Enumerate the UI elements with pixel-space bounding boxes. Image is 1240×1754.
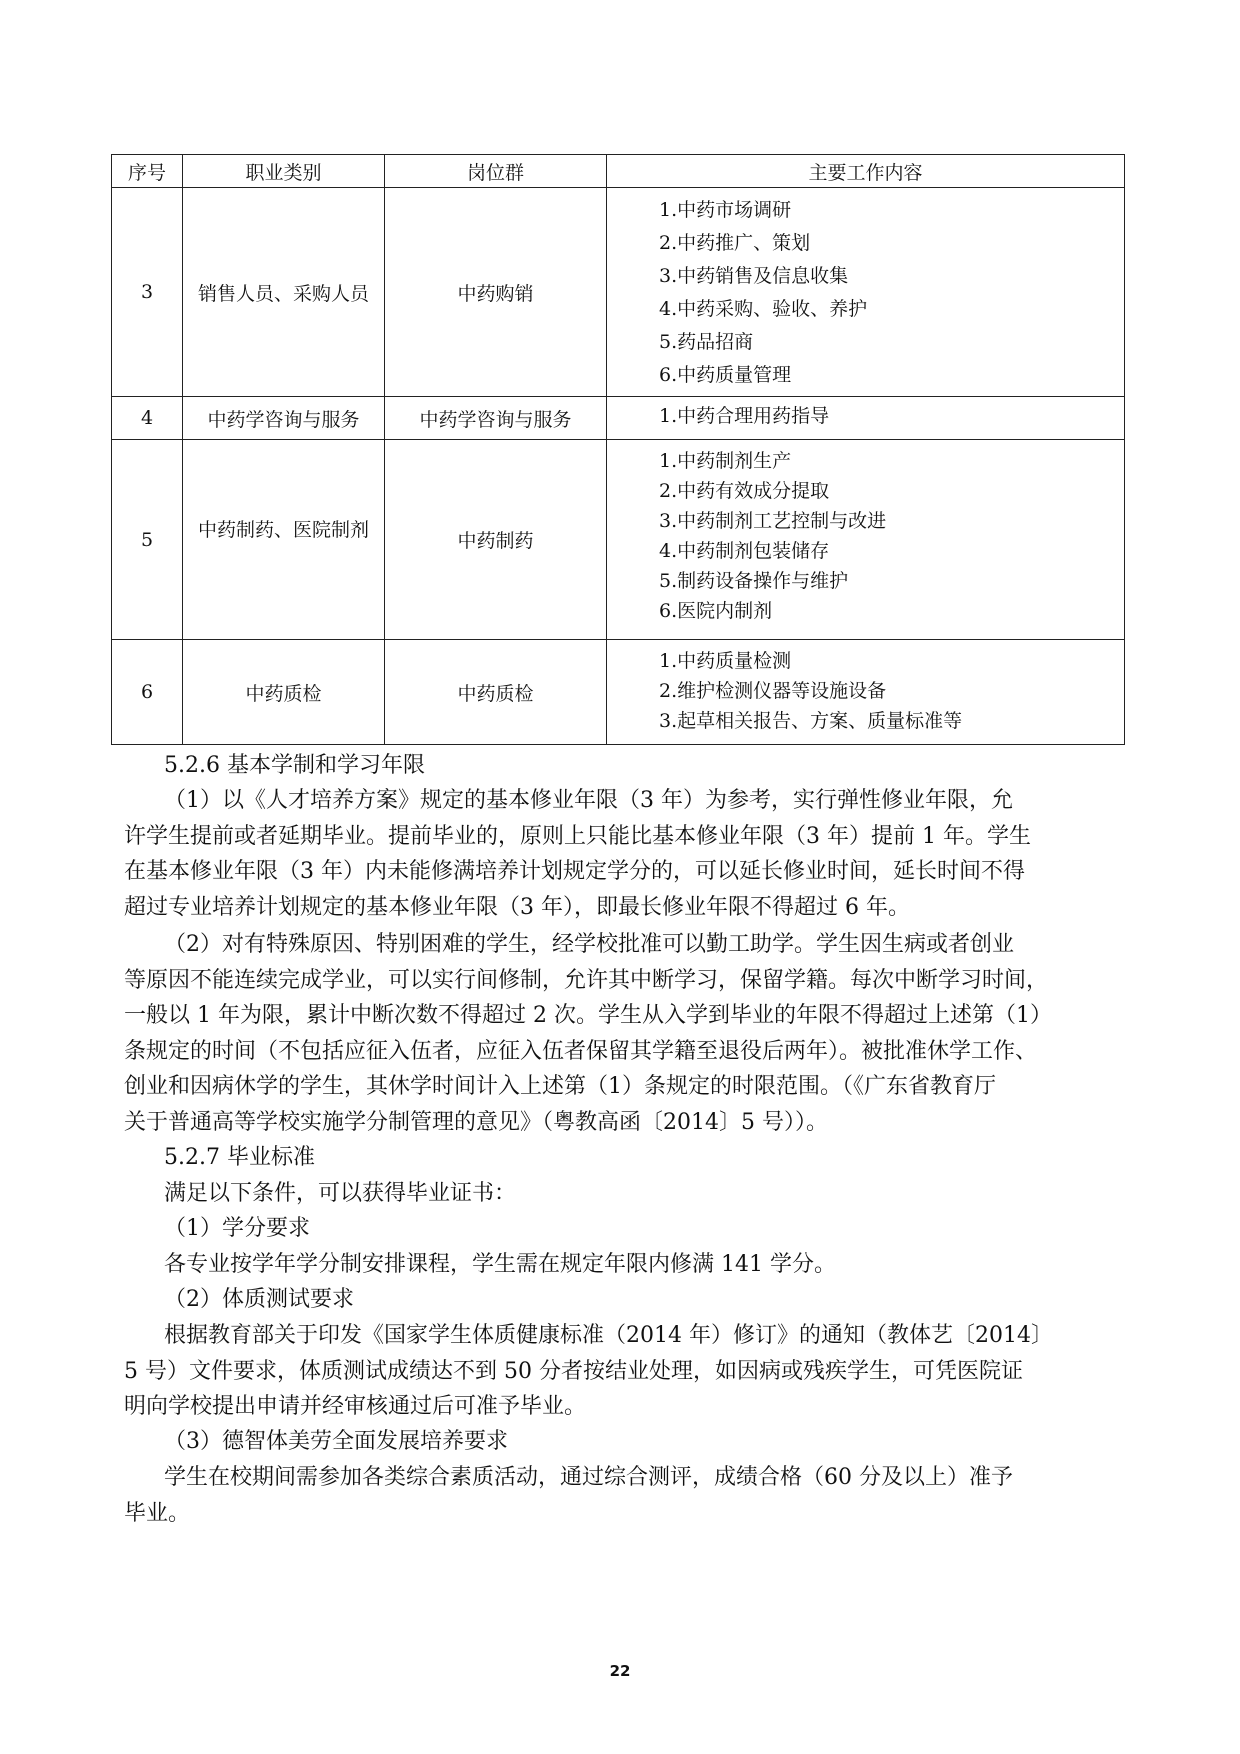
content-item: 3.中药制剂工艺控制与改进 (659, 510, 887, 532)
requirement-3-text: 学生在校期间需参加各类综合素质活动，通过综合测评，成绩合格（60 分及以上）准予 毕业。 (124, 1465, 1013, 1526)
section-5-2-6-paragraph-2: （2）对有特殊原因、特别困难的学生，经学校批准可以勤工助学。学生因生病或者创业 等原因不能连续完成学业，可以实行间修制，允许其中断学习，保留学籍。每次中断学习时间， 一般以 1 年为限，累计中断次数不得超过 2 次。学生从入学到毕业的年限不得超过上述第（1） 条规定的时间（不包括应征入伍者，应征入伍者保留其学籍至退役后两年）。被批准休学工作、 创业和因病休学的学生，其休学时间计入上述第（1）条规定的时限范围。（《广东省教育厅 关于普通高等学校实施学分制管理的意见》（粤教高函〔2014〕5 号））。 (124, 932, 1052, 1135)
page-number: 22 (609, 1662, 631, 1680)
content-item: 5.制药设备操作与维护 (659, 570, 849, 592)
row-group: 中药质检 (385, 640, 607, 745)
table-row (112, 188, 1125, 397)
row-group: 中药购销 (385, 188, 607, 397)
requirement-3-title: （3）德智体美劳全面发展培养要求 (164, 1429, 508, 1454)
row-group: 中药制药 (385, 440, 607, 640)
row-content (607, 397, 1125, 440)
job-table (111, 154, 1125, 745)
header-category: 职业类别 (183, 155, 385, 188)
content-item: 3.中药销售及信息收集 (659, 265, 849, 287)
content-item: 5.药品招商 (659, 331, 754, 353)
table-row (112, 440, 1125, 640)
content-item: 2.中药有效成分提取 (659, 480, 830, 502)
content-item: 6.中药质量管理 (659, 364, 792, 386)
requirement-2-text: 根据教育部关于印发《国家学生体质健康标准（2014 年）修订》的通知（教体艺〔2014〕 5 号）文件要求，体质测试成绩达不到 50 分者按结业处理，如因病或残疾学生，可凭医院证 明向学校提出申请并经审核通过后可准予毕业。 (124, 1323, 1053, 1419)
row-no: 3 (112, 188, 183, 397)
content-item: 1.中药合理用药指导 (659, 405, 830, 427)
header-content: 主要工作内容 (607, 155, 1125, 188)
header-no: 序号 (112, 155, 183, 188)
row-group: 中药学咨询与服务 (385, 397, 607, 440)
content-item: 2.中药推广、策划 (659, 232, 811, 254)
section-5-2-6-paragraph-1: （1）以《人才培养方案》规定的基本修业年限（3 年）为参考，实行弹性修业年限，允 许学生提前或者延期毕业。提前毕业的，原则上只能比基本修业年限（3 年）提前 1 年。学生 在基本修业年限（3 年）内未能修满培养计划规定学分的，可以延长修业时间，延长时间不得 超过专业培养计划规定的基本修业年限（3 年），即最长修业年限不得超过 6 年。 (124, 788, 1031, 920)
row-content (607, 640, 1125, 745)
table-row (112, 640, 1125, 745)
row-no: 5 (112, 440, 183, 640)
header-group: 岗位群 (385, 155, 607, 188)
row-content (607, 188, 1125, 397)
content-item: 1.中药市场调研 (659, 199, 792, 221)
graduation-intro: 满足以下条件，可以获得毕业证书： (164, 1181, 517, 1206)
content-item: 3.起草相关报告、方案、质量标准等 (659, 710, 963, 732)
content-item: 2.维护检测仪器等设施设备 (659, 680, 887, 702)
requirement-2-title: （2）体质测试要求 (164, 1287, 354, 1312)
table-row (112, 397, 1125, 440)
row-no: 6 (112, 640, 183, 745)
content-item: 4.中药采购、验收、养护 (659, 298, 868, 320)
row-category: 中药制药、医院制剂 (183, 440, 385, 640)
requirement-1-title: （1）学分要求 (164, 1216, 310, 1241)
content-item: 6.医院内制剂 (659, 600, 773, 622)
content-item: 1.中药质量检测 (659, 650, 792, 672)
content-item: 1.中药制剂生产 (659, 450, 792, 472)
content-item: 4.中药制剂包装储存 (659, 540, 830, 562)
row-category: 销售人员、采购人员 (183, 188, 385, 397)
requirement-1-text: 各专业按学年学分制安排课程，学生需在规定年限内修满 141 学分。 (164, 1252, 836, 1277)
section-5-2-7-title: 5.2.7 毕业标准 (164, 1145, 315, 1170)
row-category: 中药质检 (183, 640, 385, 745)
table-header-row (112, 155, 1125, 188)
row-category: 中药学咨询与服务 (183, 397, 385, 440)
row-content (607, 440, 1125, 640)
row-no: 4 (112, 397, 183, 440)
section-5-2-6-title: 5.2.6 基本学制和学习年限 (164, 753, 425, 778)
